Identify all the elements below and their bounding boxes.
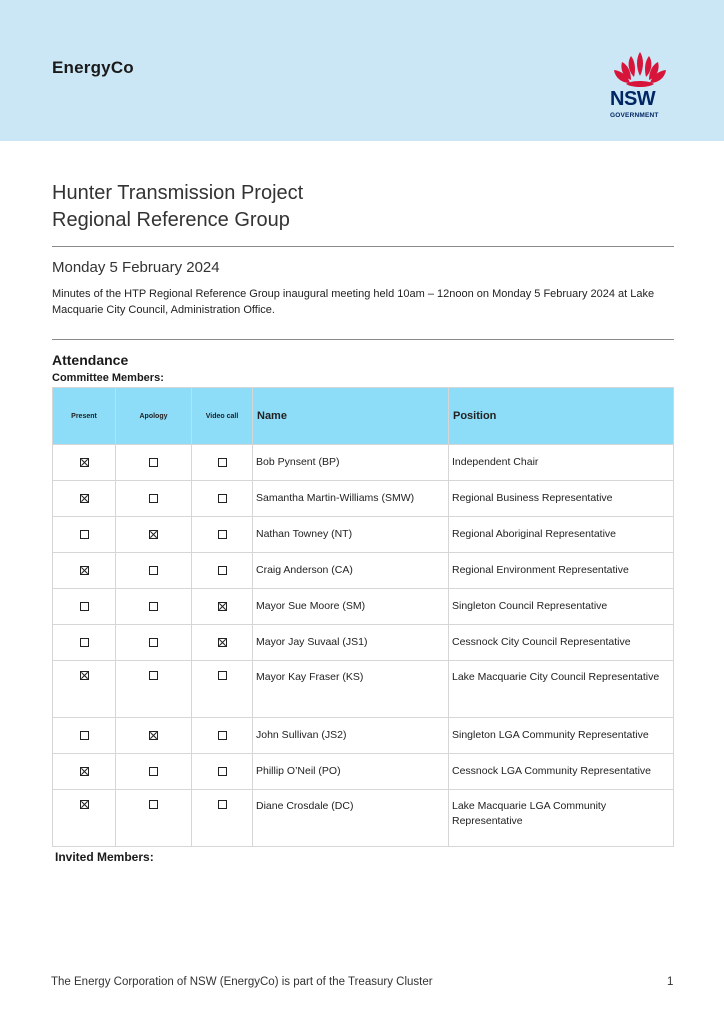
video-call-checkbox-cell (192, 589, 253, 625)
member-position: Lake Macquarie City Council Representative (449, 661, 674, 718)
video-call-checkbox-checked-icon (218, 638, 227, 647)
table-row (53, 754, 674, 790)
apology-checkbox-cell (116, 589, 192, 625)
present-checkbox-cell (53, 754, 116, 790)
table-header-row (53, 388, 674, 445)
member-position: Singleton Council Representative (449, 589, 674, 625)
video-call-checkbox-empty-icon (218, 800, 227, 809)
present-checkbox-cell (53, 661, 116, 718)
video-call-checkbox-cell (192, 481, 253, 517)
divider (52, 246, 674, 247)
table-row (53, 718, 674, 754)
present-checkbox-cell (53, 718, 116, 754)
present-checkbox-cell (53, 517, 116, 553)
present-checkbox-cell (53, 481, 116, 517)
video-call-checkbox-cell (192, 625, 253, 661)
apology-checkbox-empty-icon (149, 638, 158, 647)
video-call-checkbox-checked-icon (218, 602, 227, 611)
col-present: Present (53, 388, 116, 445)
member-name: Samantha Martin-Williams (SMW) (253, 481, 449, 517)
present-checkbox-empty-icon (80, 530, 89, 539)
present-checkbox-cell (53, 445, 116, 481)
committee-members-heading: Committee Members: (52, 372, 164, 384)
present-checkbox-checked-icon (80, 671, 89, 680)
col-video-call: Video call (192, 388, 253, 445)
present-checkbox-checked-icon (80, 800, 89, 809)
table-row (53, 517, 674, 553)
apology-checkbox-empty-icon (149, 800, 158, 809)
video-call-checkbox-cell (192, 553, 253, 589)
video-call-checkbox-cell (192, 718, 253, 754)
member-name: John Sullivan (JS2) (253, 718, 449, 754)
table-row (53, 481, 674, 517)
apology-checkbox-cell (116, 445, 192, 481)
col-apology: Apology (116, 388, 192, 445)
table-row (53, 625, 674, 661)
attendance-table (52, 387, 674, 847)
member-name: Mayor Sue Moore (SM) (253, 589, 449, 625)
apology-checkbox-cell (116, 553, 192, 589)
apology-checkbox-empty-icon (149, 671, 158, 680)
meeting-summary: Minutes of the HTP Regional Reference Group inaugural meeting held 10am – 12noon on Monday 5 February 2024 at Lake Macquarie City Council, Administration Office. (52, 288, 655, 316)
attendance-table-body (53, 445, 674, 847)
title-line-1: Hunter Transmission Project (52, 182, 304, 204)
video-call-checkbox-cell (192, 661, 253, 718)
title-line-2: Regional Reference Group (52, 209, 290, 231)
apology-checkbox-cell (116, 481, 192, 517)
divider (52, 339, 674, 340)
video-call-checkbox-cell (192, 790, 253, 847)
video-call-checkbox-empty-icon (218, 671, 227, 680)
video-call-checkbox-empty-icon (218, 458, 227, 467)
apology-checkbox-empty-icon (149, 494, 158, 503)
present-checkbox-checked-icon (80, 458, 89, 467)
member-name: Bob Pynsent (BP) (253, 445, 449, 481)
member-position: Regional Environment Representative (449, 553, 674, 589)
apology-checkbox-cell (116, 661, 192, 718)
apology-checkbox-cell (116, 754, 192, 790)
present-checkbox-cell (53, 589, 116, 625)
video-call-checkbox-cell (192, 754, 253, 790)
nsw-logo-government: GOVERNMENT (610, 112, 659, 119)
member-position: Lake Macquarie LGA Community Representative (449, 790, 674, 847)
video-call-checkbox-cell (192, 517, 253, 553)
invited-members-heading: Invited Members: (55, 850, 154, 864)
present-checkbox-checked-icon (80, 767, 89, 776)
present-checkbox-checked-icon (80, 494, 89, 503)
apology-checkbox-empty-icon (149, 602, 158, 611)
member-position: Cessnock LGA Community Representative (449, 754, 674, 790)
member-position: Regional Business Representative (449, 481, 674, 517)
video-call-checkbox-empty-icon (218, 530, 227, 539)
page-header (0, 0, 724, 141)
page-number: 1 (667, 976, 674, 988)
member-position: Cessnock City Council Representative (449, 625, 674, 661)
apology-checkbox-cell (116, 625, 192, 661)
energyco-brand: EnergyCo (52, 58, 134, 77)
col-position: Position (449, 388, 674, 445)
col-name: Name (253, 388, 449, 445)
present-checkbox-cell (53, 790, 116, 847)
apology-checkbox-empty-icon (149, 566, 158, 575)
attendance-heading: Attendance (52, 352, 129, 368)
member-name: Phillip O’Neil (PO) (253, 754, 449, 790)
apology-checkbox-checked-icon (149, 731, 158, 740)
present-checkbox-empty-icon (80, 602, 89, 611)
nsw-logo-word: NSW (610, 88, 656, 110)
video-call-checkbox-empty-icon (218, 566, 227, 575)
member-position: Regional Aboriginal Representative (449, 517, 674, 553)
member-name: Nathan Towney (NT) (253, 517, 449, 553)
apology-checkbox-cell (116, 718, 192, 754)
apology-checkbox-empty-icon (149, 767, 158, 776)
present-checkbox-checked-icon (80, 566, 89, 575)
member-name: Mayor Kay Fraser (KS) (253, 661, 449, 718)
apology-checkbox-empty-icon (149, 458, 158, 467)
document-title (52, 180, 303, 234)
member-position: Independent Chair (449, 445, 674, 481)
apology-checkbox-checked-icon (149, 530, 158, 539)
apology-checkbox-cell (116, 790, 192, 847)
table-row (53, 553, 674, 589)
footer-text: The Energy Corporation of NSW (EnergyCo) is part of the Treasury Cluster (51, 976, 433, 988)
apology-checkbox-cell (116, 517, 192, 553)
member-position: Singleton LGA Community Representative (449, 718, 674, 754)
member-name: Craig Anderson (CA) (253, 553, 449, 589)
video-call-checkbox-empty-icon (218, 731, 227, 740)
present-checkbox-empty-icon (80, 731, 89, 740)
table-row (53, 661, 674, 718)
video-call-checkbox-empty-icon (218, 767, 227, 776)
video-call-checkbox-cell (192, 445, 253, 481)
present-checkbox-cell (53, 625, 116, 661)
video-call-checkbox-empty-icon (218, 494, 227, 503)
member-name: Mayor Jay Suvaal (JS1) (253, 625, 449, 661)
member-name: Diane Crosdale (DC) (253, 790, 449, 847)
table-row (53, 589, 674, 625)
table-row (53, 445, 674, 481)
present-checkbox-cell (53, 553, 116, 589)
table-row (53, 790, 674, 847)
meeting-date: Monday 5 February 2024 (52, 259, 220, 276)
present-checkbox-empty-icon (80, 638, 89, 647)
